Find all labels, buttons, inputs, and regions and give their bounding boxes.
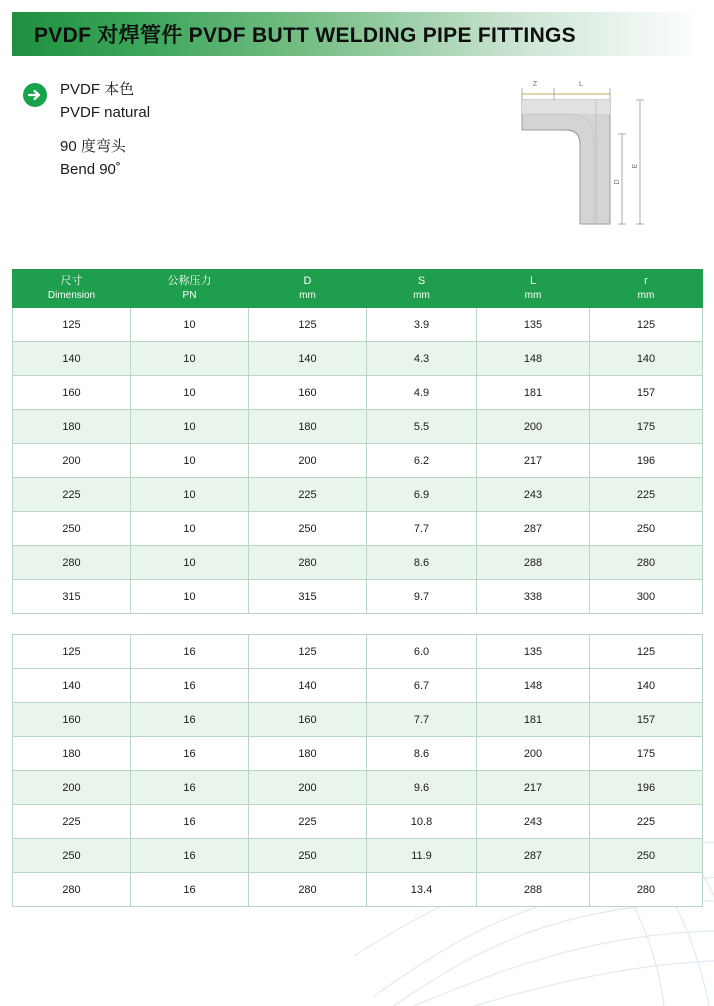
product-description [60,78,150,181]
cell-pn: 16 [131,873,249,907]
cell-dimension: 315 [13,580,131,614]
header-en: Dimension [47,290,96,302]
cell-r: 196 [590,444,703,478]
cell-pn: 10 [131,376,249,410]
spec-table-pn10 [12,269,703,614]
header-en: mm [524,290,542,302]
spec-table-pn16 [12,634,703,907]
product-type-en: Bend 90˚ [60,160,121,178]
cell-pn: 10 [131,444,249,478]
cell-d: 200 [249,444,367,478]
spec-table-pn16-wrapper [12,634,702,907]
cell-s: 11.9 [367,839,477,873]
cell-pn: 10 [131,308,249,342]
cell-d: 315 [249,580,367,614]
cell-d: 160 [249,376,367,410]
column-header-s [367,270,477,308]
table-row [13,478,703,512]
table-row [13,376,703,410]
cell-pn: 10 [131,580,249,614]
header-cn: 公称压力 [167,275,212,288]
cell-l: 200 [477,410,590,444]
cell-pn: 10 [131,512,249,546]
cell-r: 225 [590,478,703,512]
cell-d: 250 [249,512,367,546]
cell-s: 10.8 [367,805,477,839]
cell-dimension: 225 [13,478,131,512]
cell-d: 225 [249,805,367,839]
cell-r: 250 [590,839,703,873]
cell-r: 125 [590,635,703,669]
arrow-right-circle-icon [22,82,48,108]
table-row [13,873,703,907]
cell-d: 225 [249,478,367,512]
cell-l: 288 [477,873,590,907]
page-title: PVDF 对焊管件 PVDF BUTT WELDING PIPE FITTINGS [34,24,576,47]
cell-s: 5.5 [367,410,477,444]
header-cn: 尺寸 [60,275,83,288]
cell-pn: 10 [131,342,249,376]
product-type-cn: 90 度弯头 [60,137,126,155]
page-header-band [12,12,702,56]
product-intro-section [12,74,702,259]
cell-pn: 16 [131,771,249,805]
column-header-d [249,270,367,308]
cell-dimension: 125 [13,635,131,669]
cell-l: 135 [477,308,590,342]
cell-l: 181 [477,376,590,410]
cell-pn: 10 [131,410,249,444]
cell-dimension: 160 [13,376,131,410]
product-material-en: PVDF natural [60,104,151,122]
table-row [13,512,703,546]
cell-d: 280 [249,546,367,580]
table-row [13,771,703,805]
table-row [13,308,703,342]
cell-dimension: 280 [13,546,131,580]
table-row [13,703,703,737]
cell-l: 243 [477,478,590,512]
header-cn: L [529,275,537,288]
cell-r: 175 [590,737,703,771]
cell-r: 196 [590,771,703,805]
cell-pn: 10 [131,478,249,512]
cell-s: 3.9 [367,308,477,342]
drawing-label-l: L [579,81,583,88]
cell-l: 243 [477,805,590,839]
cell-d: 140 [249,342,367,376]
cell-dimension: 225 [13,805,131,839]
cell-r: 157 [590,376,703,410]
cell-l: 338 [477,580,590,614]
drawing-label-d: D [614,179,621,185]
column-header-dimension [13,270,131,308]
cell-dimension: 250 [13,839,131,873]
cell-d: 250 [249,839,367,873]
cell-l: 287 [477,512,590,546]
cell-r: 157 [590,703,703,737]
cell-r: 280 [590,873,703,907]
table-row [13,805,703,839]
cell-s: 7.7 [367,703,477,737]
table-row [13,546,703,580]
cell-s: 6.9 [367,478,477,512]
cell-dimension: 125 [13,308,131,342]
cell-l: 287 [477,839,590,873]
cell-l: 181 [477,703,590,737]
table-row [13,444,703,478]
cell-s: 4.3 [367,342,477,376]
spec-table-pn10-wrapper [12,269,702,614]
cell-r: 250 [590,512,703,546]
cell-l: 200 [477,737,590,771]
cell-s: 13.4 [367,873,477,907]
cell-l: 288 [477,546,590,580]
cell-d: 180 [249,410,367,444]
spec-table-pn16-body [13,635,703,907]
cell-r: 125 [590,308,703,342]
header-cn: D [303,275,312,288]
table-row [13,737,703,771]
header-en: mm [637,290,655,302]
cell-dimension: 200 [13,771,131,805]
cell-s: 8.6 [367,737,477,771]
bend-technical-drawing [482,74,682,244]
cell-l: 135 [477,635,590,669]
drawing-label-e: E [632,163,639,169]
cell-dimension: 200 [13,444,131,478]
cell-dimension: 250 [13,512,131,546]
cell-l: 148 [477,669,590,703]
cell-r: 140 [590,669,703,703]
cell-s: 6.0 [367,635,477,669]
cell-d: 140 [249,669,367,703]
table-row [13,635,703,669]
cell-l: 148 [477,342,590,376]
table-row [13,580,703,614]
cell-d: 160 [249,703,367,737]
cell-s: 6.7 [367,669,477,703]
cell-r: 140 [590,342,703,376]
cell-d: 125 [249,635,367,669]
header-en: mm [413,290,430,302]
catalog-page [0,12,714,907]
header-en: mm [299,290,316,302]
cell-dimension: 140 [13,342,131,376]
cell-d: 180 [249,737,367,771]
cell-pn: 16 [131,669,249,703]
product-material-cn: PVDF 本色 [60,81,135,98]
cell-r: 300 [590,580,703,614]
column-header-pn [131,270,249,308]
cell-pn: 16 [131,737,249,771]
table-header-row [13,270,703,308]
cell-pn: 10 [131,546,249,580]
cell-dimension: 140 [13,669,131,703]
drawing-label-z: Z [532,81,538,88]
column-header-r [590,270,703,308]
table-row [13,839,703,873]
cell-r: 175 [590,410,703,444]
column-header-l [477,270,590,308]
cell-s: 9.7 [367,580,477,614]
header-cn: r [644,275,648,288]
spec-table-pn10-body [13,308,703,614]
cell-dimension: 160 [13,703,131,737]
cell-pn: 16 [131,839,249,873]
cell-s: 9.6 [367,771,477,805]
cell-pn: 16 [131,703,249,737]
cell-dimension: 280 [13,873,131,907]
cell-r: 280 [590,546,703,580]
cell-pn: 16 [131,635,249,669]
table-row [13,410,703,444]
cell-l: 217 [477,444,590,478]
cell-dimension: 180 [13,737,131,771]
header-cn: S [417,275,426,288]
cell-s: 7.7 [367,512,477,546]
cell-s: 8.6 [367,546,477,580]
cell-d: 200 [249,771,367,805]
header-en: PN [182,290,197,302]
cell-d: 125 [249,308,367,342]
cell-d: 280 [249,873,367,907]
cell-s: 6.2 [367,444,477,478]
cell-l: 217 [477,771,590,805]
cell-r: 225 [590,805,703,839]
cell-pn: 16 [131,805,249,839]
table-row [13,669,703,703]
cell-s: 4.9 [367,376,477,410]
table-row [13,342,703,376]
cell-dimension: 180 [13,410,131,444]
